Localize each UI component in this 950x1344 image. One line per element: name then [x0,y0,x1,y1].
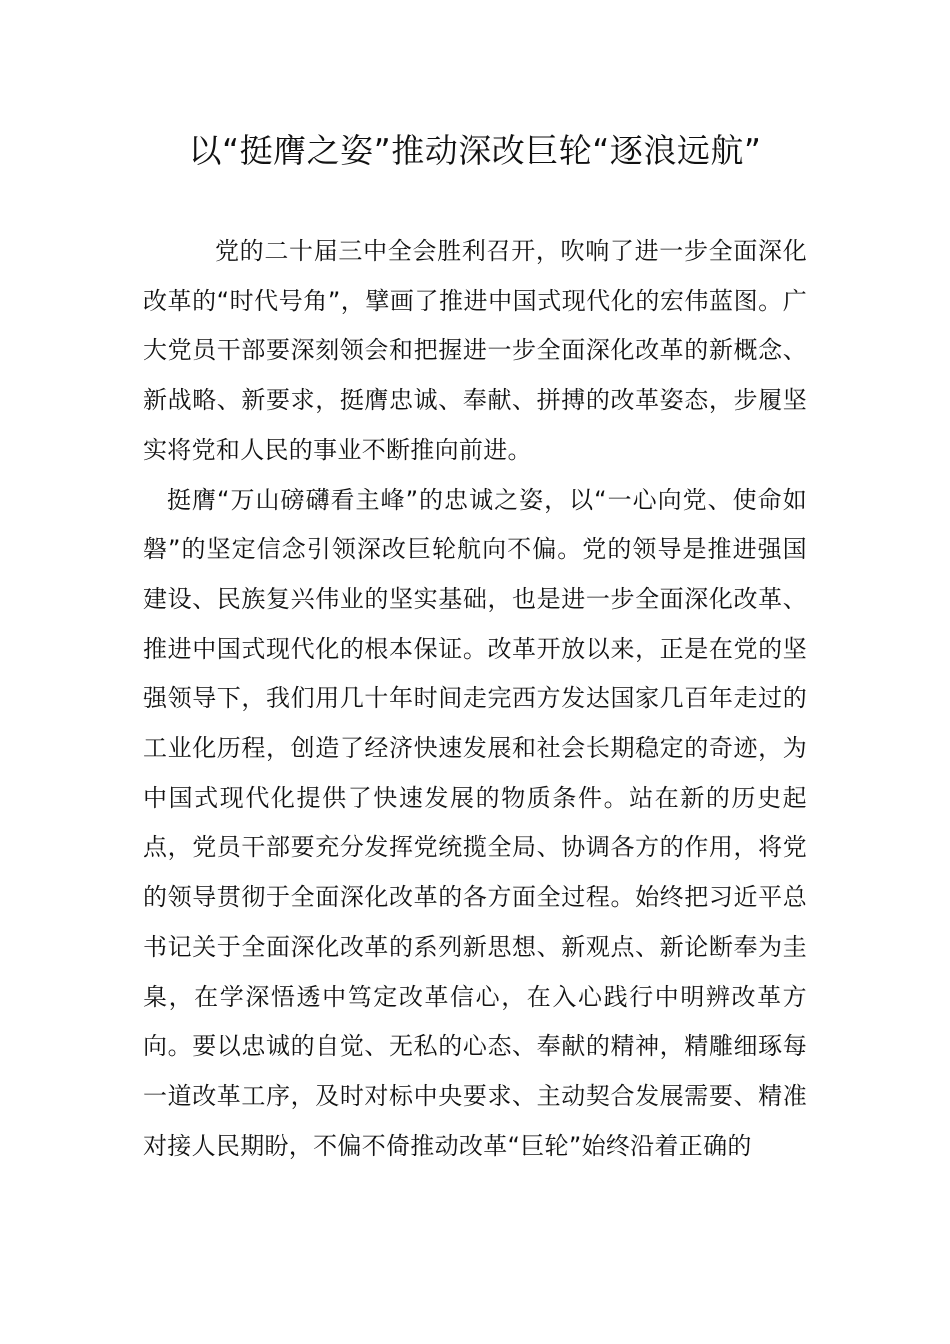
document-body [143,227,807,1171]
paragraph-intro: 党的二十届三中全会胜利召开，吹响了进一步全面深化改革的“时代号角”，擘画了推进中国式现代化的宏伟蓝图。广大党员干部要深刻领会和把握进一步全面深化改革的新概念、新战略、新要求，挺膺忠诚、奉献、拼搏的改革姿态，步履坚实将党和人民的事业不断推向前进。 [143,237,807,464]
paragraph-loyalty: 挺膺“万山磅礴看主峰”的忠诚之姿，以“一心向党、使命如磐”的坚定信念引领深改巨轮航向不偏。党的领导是推进强国建设、民族复兴伟业的坚实基础，也是进一步全面深化改革、推进中国式现代化的根本保证。改革开放以来，正是在党的坚强领导下，我们用几十年时间走完西方发达国家几百年走过的工业化历程，创造了经济快速发展和社会长期稳定的奇迹，为中国式现代化提供了快速发展的物质条件。站在新的历史起点，党员干部要充分发挥党统揽全局、协调各方的作用，将党的领导贯彻于全面深化改革的各方面全过程。始终把习近平总书记关于全面深化改革的系列新思想、新观点、新论断奉为圭臬，在学深悟透中笃定改革信心，在入心践行中明辨改革方向。要以忠诚的自觉、无私的心态、奉献的精神，精雕细琢每一道改革工序，及时对标中央要求、主动契合发展需要、精准对接人民期盼，不偏不倚推动改革“巨轮”始终沿着正确的 [143,485,807,1160]
document-title: 以“挺膺之姿”推动深改巨轮“逐浪远航” [188,131,762,170]
